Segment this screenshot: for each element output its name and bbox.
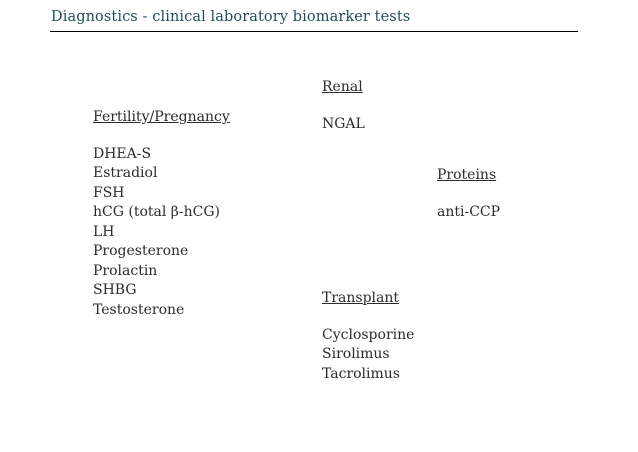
list-item: NGAL [322,115,365,132]
list-item: hCG (total β-hCG) [93,204,220,220]
section-transplant [322,289,414,384]
biomarker-list [322,326,414,385]
section-renal [322,78,365,134]
list-item: Testosterone [93,301,185,318]
list-item: Tacrolimus [322,365,400,382]
list-item: FSH [93,184,125,201]
section-heading: Proteins [437,167,497,183]
section-heading: Fertility/Pregnancy [93,109,230,125]
biomarker-list [322,115,365,135]
section-heading: Renal [322,79,363,95]
section-proteins [437,166,500,222]
biomarker-list [437,203,500,223]
list-item: SHBG [93,282,137,298]
title-divider [50,31,578,32]
page-title: Diagnostics - clinical laboratory biomarker tests [51,9,411,25]
list-item: Progesterone [93,243,189,259]
list-item: Estradiol [93,165,158,181]
list-item: anti-CCP [437,203,501,220]
list-item: DHEA-S [93,145,152,162]
list-item: Sirolimus [322,346,390,362]
list-item: Cyclosporine [322,326,415,343]
list-item: LH [93,223,115,240]
list-item: Prolactin [93,262,158,279]
section-heading: Transplant [322,290,400,306]
biomarker-list [93,145,230,321]
section-fertility-pregnancy [93,108,230,320]
